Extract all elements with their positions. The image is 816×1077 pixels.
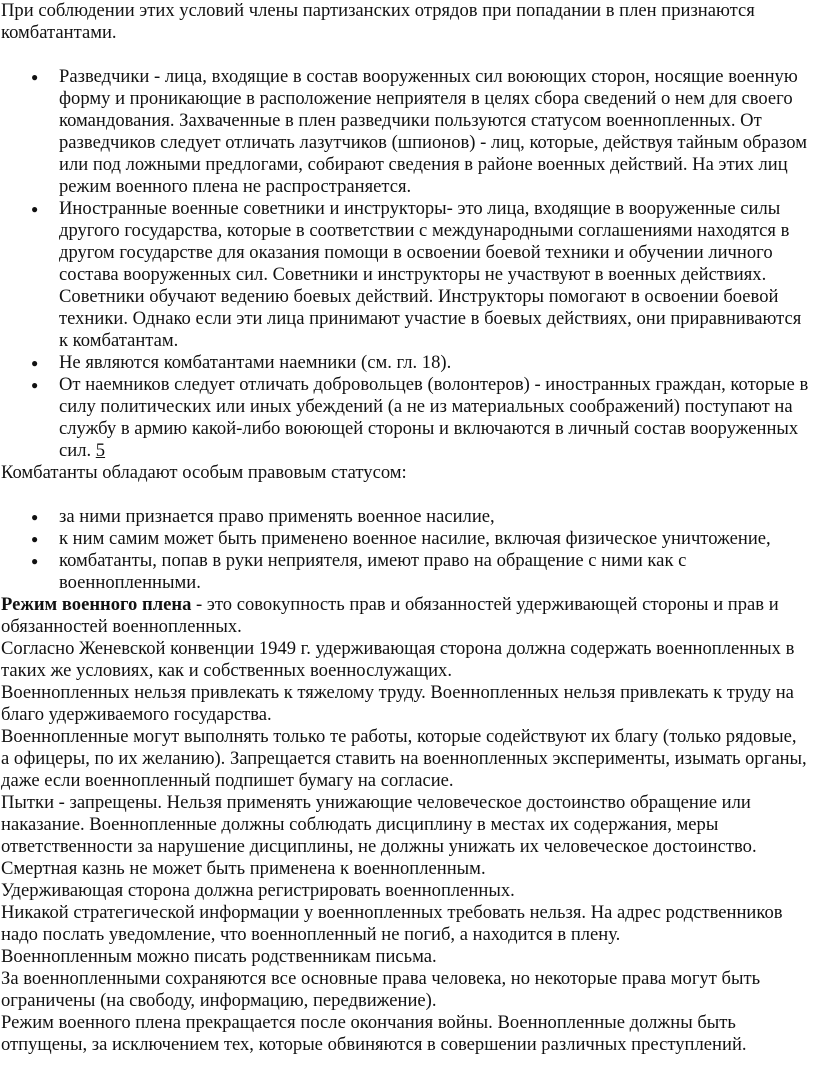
combatant-rights-list [1,506,809,594]
bullet-icon: ● [31,356,39,370]
list-item [1,66,809,198]
list-item [1,528,809,550]
bullet-icon: ● [31,510,39,524]
body-paragraph: Никакой стратегической информации у военнопленных требовать нельзя. На адрес родственников надо послать уведомление, что военнопленный не погиб, а находится в плену. [1,902,783,945]
bullet-icon: ● [31,378,39,392]
body-paragraph: Согласно Женевской конвенции 1949 г. удерживающая сторона должна содержать военнопленных в таких же условиях, как и собственных военнослужащих. [1,638,795,681]
list-item-text: за ними признается право применять военное насилие, [59,506,495,527]
intro-paragraph: При соблюдении этих условий члены партизанских отрядов при попадании в плен признаются комбатантами. [1,0,755,43]
bullet-icon: ● [31,202,39,216]
list-item-text: Разведчики - лица, входящие в состав вооруженных сил воюющих сторон, носящие военную форму и проникающие в расположение неприятеля в целях сбора сведений о нем для своего командования. Захваченные в плен разведчики пользуются статусом военнопленных. От разведчиков следует отличать лазутчиков (шпионов) - лиц, которые, действуя тайным образом или под ложными предлогами, собирают сведения в районе военных действий. На этих лиц режим военного плена не распространяется. [59,66,808,197]
list-item-text: Не являются комбатантами наемники (см. гл. 18). [59,352,452,373]
body-paragraph: За военнопленными сохраняются все основные права человека, но некоторые права могут быть ограничены (на свободу, информацию, передвижение). [1,968,761,1011]
bullet-icon: ● [31,70,39,84]
list-item-text: к ним самим может быть применено военное насилие, включая физическое уничтожение, [59,528,771,549]
list-item-text: комбатанты, попав в руки неприятеля, имеют право на обращение с ними как с военнопленными. [59,550,687,593]
body-paragraph: Смертная казнь не может быть применена к военнопленным. [1,858,486,879]
list-item-text: Иностранные военные советники и инструкторы- это лица, входящие в вооруженные силы другого государства, которые в соответствии с международными соглашениями находятся в другом государстве для оказания помощи в освоении боевой техники и обучении личного состава вооруженных сил. Советники и инструкторы не участвуют в военных действиях. Советники обучают ведению боевых действий. Инструкторы помогают в освоении боевой техники. Однако если эти лица принимают участие в боевых действиях, они приравниваются к комбатантам. [59,198,802,351]
regime-definition-paragraph [1,594,809,638]
body-paragraph: Пытки - запрещены. Нельзя применять унижающие человеческое достоинство обращение или наказание. Военнопленные должны соблюдать дисциплину в местах их содержания, меры ответственности за нарушение дисциплины, не должны унижать их человеческое достоинство. [1,792,757,857]
footnote-reference-link[interactable]: 5 [95,440,106,461]
list-item [1,550,809,594]
spacer [1,484,809,506]
regime-definition-text: - это совокупность прав и обязанностей удерживающей стороны и прав и обязанностей военнопленных. [1,594,779,637]
body-paragraph: Военнопленные могут выполнять только те работы, которые содействуют их благу (только рядовые, а офицеры, по их желанию). Запрещается ставить на военнопленных эксперименты, изымать органы, даже если военнопленный подпишет бумагу на согласие. [1,726,807,791]
list-item-text: От наемников следует отличать добровольцев (волонтеров) - иностранных граждан, которые в силу политических или иных убеждений (а не из материальных соображений) поступают на службу в армию какой-либо воюющей стороны и включаются в личный состав вооруженных сил. [59,374,809,461]
combatants-status-intro: Комбатанты обладают особым правовым статусом: [1,462,407,483]
spacer [1,44,809,66]
regime-term: Режим военного плена [1,594,192,615]
body-paragraph: Военнопленных нельзя привлекать к тяжелому труду. Военнопленных нельзя привлекать к труду на благо удерживаемого государства. [1,682,794,725]
body-paragraph: Удерживающая сторона должна регистрировать военнопленных. [1,880,515,901]
list-item [1,198,809,352]
list-item [1,352,809,374]
body-paragraph: Военнопленным можно писать родственникам письма. [1,946,437,967]
body-paragraph: Режим военного плена прекращается после окончания войны. Военнопленные должны быть отпущены, за исключением тех, которые обвиняются в совершении различных преступлений. [1,1012,747,1055]
bullet-icon: ● [31,554,39,568]
list-item [1,374,809,462]
document-page [1,0,809,1056]
combatant-categories-list [1,66,809,462]
bullet-icon: ● [31,532,39,546]
list-item [1,506,809,528]
